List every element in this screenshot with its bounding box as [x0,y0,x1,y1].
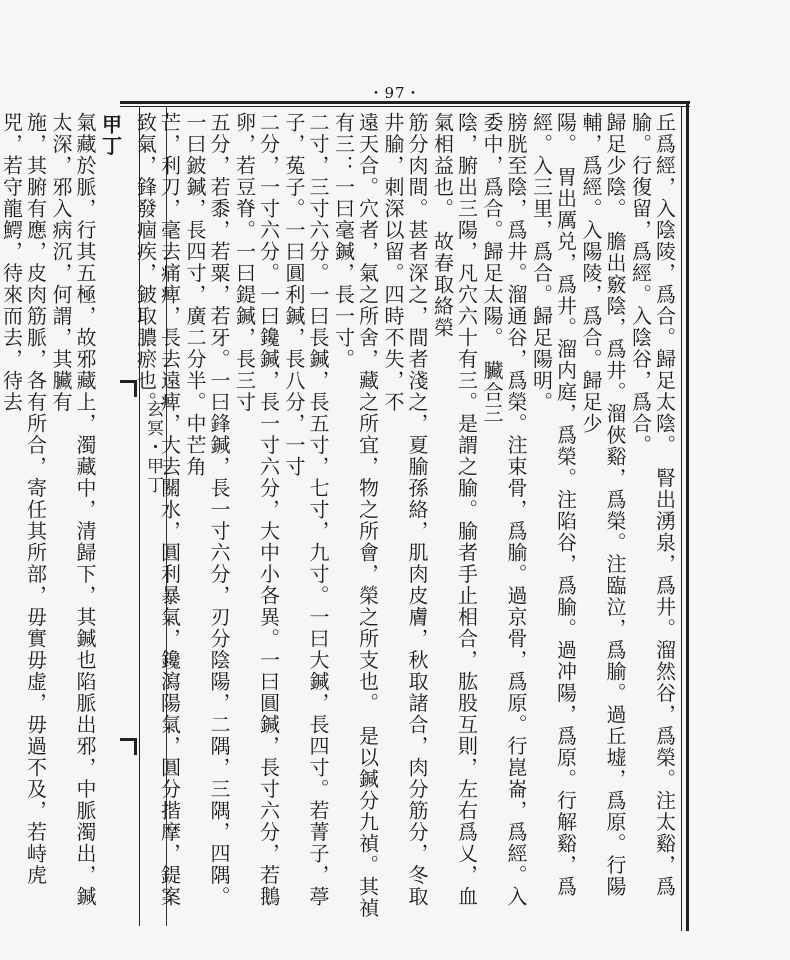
frame-top-inner-rule [120,106,690,107]
text-column: 二寸，三寸六分。一曰長鍼，長五寸，七寸，九寸。一曰大鍼，長四寸。若菁子，葶子，菟子。一曰圓利鍼，長八分，一寸 [282,112,330,908]
section-heading: 甲丁 [98,114,123,157]
text-column: 陰，腑出三陽，凡穴六十有三。是謂之腧。腧者手止相合，肱股互則，左右爲乂，血氣相益也。 故春取絡榮 [430,112,479,908]
frame-top-rule [120,101,690,104]
text-column: 歸足少陰。 膽出竅陰，爲井。溜俠谿，爲榮。注臨泣，爲腧。過丘墟，爲原。行陽輔，爲經。入陽陵，爲合。歸足少 [579,112,627,898]
text-column: 二分，一寸六分。一曰鑱鍼，長一寸六分，大中小各異。一曰圓鍼，長寸六分，若鵝卵，若豆脊。一曰鍉鍼，長三寸 [232,112,281,908]
text-column: 施，其腑有應，皮肉筋脈，各有所合，寄任其所部，毋實毋虚，毋過不及，若峙虎兕，若守龍鰐，待來而去，待去 [0,112,48,886]
frame-right-inner-rule [681,106,682,931]
text-column: 芒，利刀，毫去痛痺，長去遠痺，大去關水，圓利暴氣，鑱瀉陽氣，圓分揩摩，鍉案致氣，鋒發痼疾，鈹取膿瘀也。 [133,112,182,908]
page-number: ・97・ [368,84,422,102]
text-column: 氣藏於脈，行其五極，故邪藏上，濁藏中，清歸下，其鍼也陷脈出邪，中脈濁出，鍼太深，邪入病沉，何謂，其臟有 [49,112,97,908]
text-column: 丘爲經，入陰陵，爲合。歸足太陰。 腎出湧泉，爲井。溜然谷，爲榮。注太谿，爲腧。行復留，爲經。入陰谷，爲合。 [628,112,677,898]
text-column: 遠天合。穴者，氣之所舍，藏之所宜，物之所會，榮之所支也。 是以鍼分九禎。其禎有三：一曰毫鍼，長一寸。 [331,112,380,919]
text-column: 膀胱至陰，爲井。溜通谷，爲榮。注束骨，爲腧。過京骨，爲原。行崑崙，爲經。入委中，爲合。歸足太陽。 臟合三 [480,112,528,908]
text-column: 五分，若黍，若粟，若牙。一曰鋒鍼，長一寸六分，刃分陰陽，二隅，三隅，四隅。一曰鈹鍼，長四寸，廣二分半。中芒角 [183,112,231,908]
running-head: 玄冥・甲丁 [143,400,163,495]
text-column: 陽。 胃出厲兑，爲井。溜内庭，爲榮。注陷谷，爲腧。過冲陽，爲原。行解谿，爲經。入三里，爲合。歸足陽明。 [529,112,578,898]
frame-right-rule [686,101,689,931]
blank-column [124,112,132,922]
text-column: 筋分肉間。甚者深之，間者淺之，夏腧孫絡，肌肉皮膚，秋取諸合，肉分筋分，冬取井腧，刺深以留。四時不失，不 [381,112,429,908]
